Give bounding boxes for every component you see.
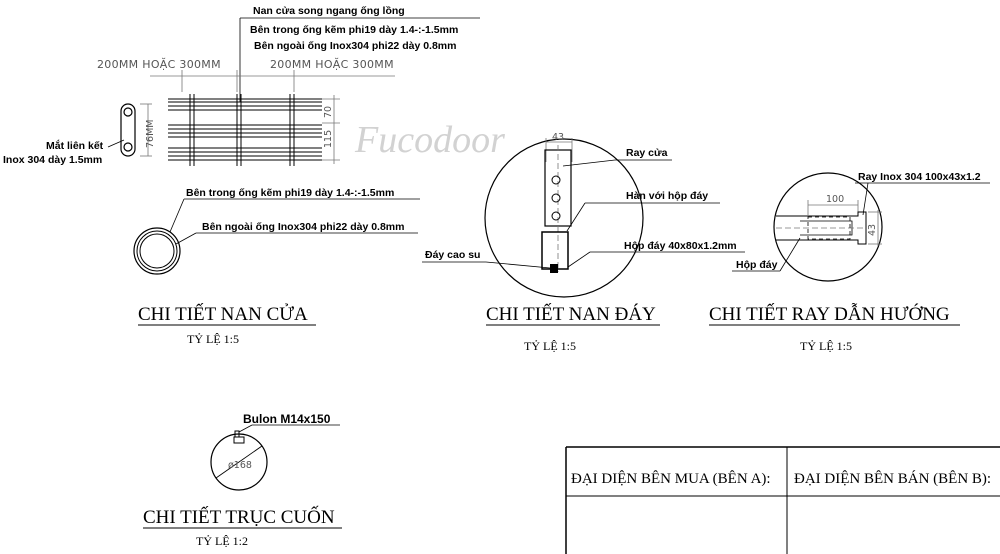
dim-100: 100 — [826, 194, 845, 205]
watermark: Fucodoor — [355, 119, 505, 161]
section-leader-inner — [170, 199, 184, 232]
note-nan-cua: Nan cửa song ngang ống lồng — [253, 5, 405, 17]
truc-cuon-scale: TỶ LỆ 1:2 — [196, 534, 248, 548]
nan-day-scale: TỶ LỆ 1:5 — [524, 339, 576, 353]
dim-right-label: 200MM HOẶC 300MM — [270, 58, 394, 71]
link-label-2: Inox 304 dày 1.5mm — [3, 154, 103, 166]
ray-scale: TỶ LỆ 1:5 — [800, 339, 852, 353]
ray-dan-huong-detail — [709, 171, 990, 353]
link-label-1: Mắt liên kết — [46, 140, 104, 152]
nan-cua-title: CHI TIẾT NAN CỬA — [138, 304, 308, 325]
ray-hop-day-label: Hộp đáy — [736, 259, 778, 271]
rail — [545, 150, 571, 226]
seller-representative: ĐẠI DIỆN BÊN BÁN (BÊN B): — [794, 471, 992, 487]
shaft-diameter: ø168 — [228, 460, 252, 471]
bulon-leader — [239, 425, 252, 432]
rubber-foot — [550, 264, 558, 273]
hop-day-label: Hộp đáy 40x80x1.2mm — [624, 240, 737, 252]
nan-day-title: CHI TIẾT NAN ĐÁY — [486, 304, 656, 325]
note-inner-pipe: Bên trong ống kẽm phi19 dày 1.4-:-1.5mm — [250, 24, 459, 36]
nan-cua-scale: TỶ LỆ 1:5 — [187, 332, 239, 346]
truc-cuon-detail — [143, 412, 342, 548]
link-eye — [121, 104, 156, 156]
dim-70: 70 — [323, 105, 334, 118]
note-outer-pipe: Bên ngoài ống Inox304 phi22 dày 0.8mm — [254, 40, 457, 52]
ray-label: Ray Inox 304 100x43x1.2 — [858, 171, 981, 183]
bulon-label: Bulon M14x150 — [243, 412, 331, 426]
nan-day-circle — [485, 139, 643, 297]
hop-day-leader — [568, 252, 590, 267]
han-label: Hàn với hộp đáy — [626, 190, 709, 202]
section-outer-label: Bên ngoài ống Inox304 phi22 dày 0.8mm — [202, 221, 405, 233]
truc-cuon-title: CHI TIẾT TRỤC CUỐN — [143, 507, 335, 528]
pipe-section — [134, 228, 180, 274]
han-leader — [567, 203, 585, 231]
ray-cua-label: Ray cửa — [626, 147, 668, 159]
nan-day-detail — [422, 132, 745, 353]
dim-left-label: 200MM HOẶC 300MM — [97, 58, 221, 71]
section-inner-label: Bên trong ống kẽm phi19 dày 1.4-:-1.5mm — [186, 187, 395, 199]
ray-title: CHI TIẾT RAY DẪN HƯỚNG — [709, 304, 950, 325]
dim-115: 115 — [323, 129, 334, 148]
dim-43-side: 43 — [867, 223, 878, 236]
rail-profile — [776, 212, 866, 244]
nan-cua-detail — [3, 5, 480, 346]
cao-su-label: Đáy cao su — [425, 249, 481, 261]
signature-table — [566, 447, 1000, 554]
slat-rows — [168, 94, 322, 166]
buyer-representative: ĐẠI DIỆN BÊN MUA (BÊN A): — [571, 471, 771, 487]
section-leader-outer — [176, 233, 196, 244]
bottom-box — [542, 232, 568, 269]
dim-76mm: 76MM — [145, 119, 156, 148]
dim-43-top: 43 — [552, 132, 565, 143]
